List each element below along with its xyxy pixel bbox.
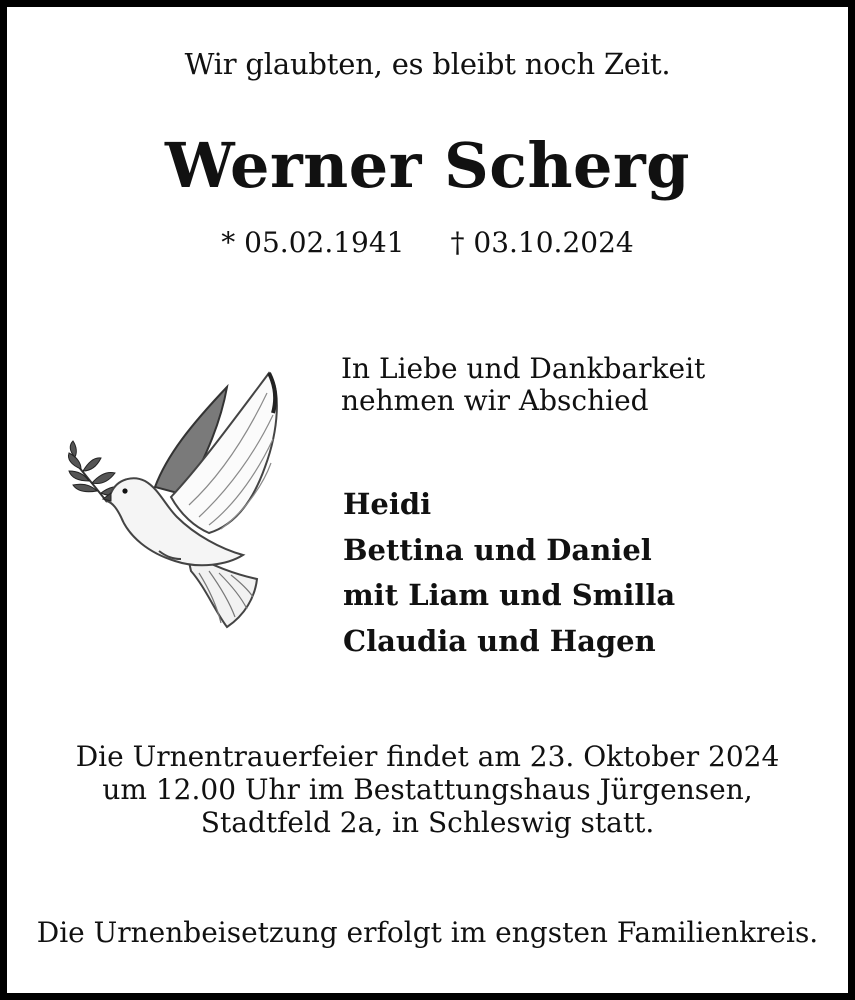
- family-member: Heidi: [343, 487, 432, 521]
- family-list: [343, 482, 675, 664]
- family-member: mit Liam und Smilla: [343, 578, 676, 612]
- ceremony-info: [7, 740, 848, 839]
- family-member: Bettina und Daniel: [343, 532, 652, 567]
- farewell-line: In Liebe und Dankbarkeit: [341, 352, 706, 385]
- ceremony-line: Die Urnentrauerfeier findet am 23. Oktober 2024: [75, 740, 780, 773]
- motto: Wir glaubten, es bleibt noch Zeit.: [184, 47, 671, 81]
- birth-date: * 05.02.1941: [221, 226, 405, 259]
- ceremony-line: Stadtfeld 2a, in Schleswig statt.: [200, 806, 655, 839]
- dove-with-olive-branch-icon: [59, 365, 289, 635]
- burial-info: Die Urnenbeisetzung erfolgt im engsten Familienkreis.: [36, 916, 819, 949]
- deceased-name: Werner Scherg: [164, 129, 691, 202]
- family-member: Claudia und Hagen: [343, 623, 656, 658]
- ceremony-line: um 12.00 Uhr im Bestattungshaus Jürgensen,: [102, 773, 753, 806]
- life-dates: [7, 226, 848, 259]
- farewell-line: nehmen wir Abschied: [341, 384, 649, 417]
- death-date: † 03.10.2024: [450, 226, 634, 259]
- farewell-text: [341, 353, 705, 417]
